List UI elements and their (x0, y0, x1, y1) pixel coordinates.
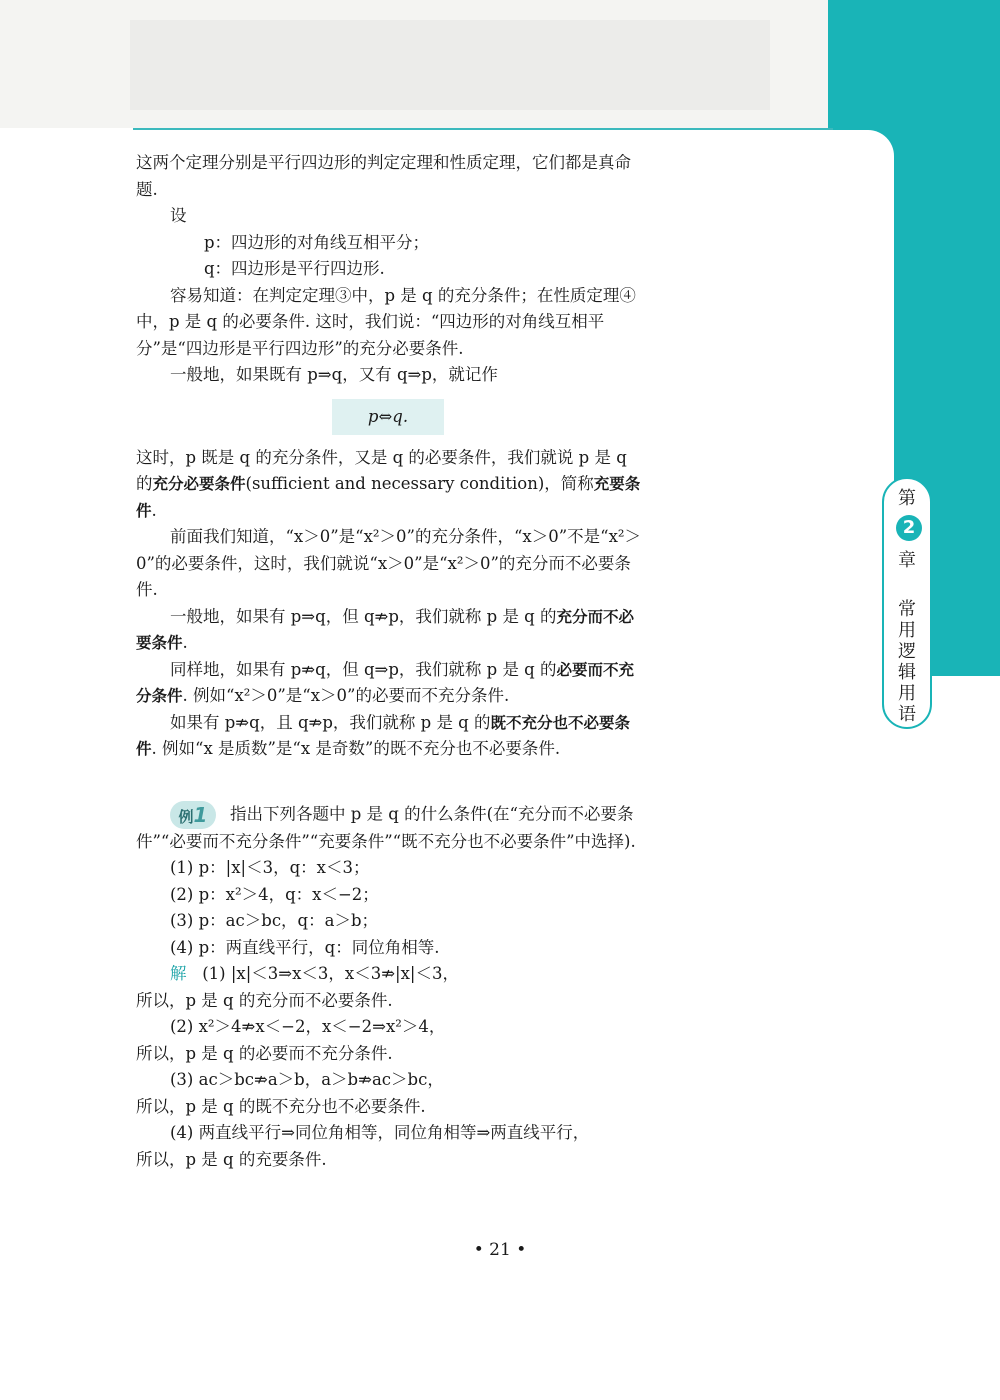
example-item: (4) p：两直线平行，q：同位角相等. (170, 937, 440, 957)
paragraph: 这两个定理分别是平行四边形的判定定理和性质定理，它们都是真命题. (136, 153, 631, 199)
paragraph (136, 657, 648, 710)
chapter-title-char: 辑 (898, 662, 916, 683)
example-item: (3) p：ac＞bc，q：a＞b； (170, 911, 379, 930)
chapter-title-char: 语 (898, 704, 916, 725)
text: . 例如“x²＞0”是“x＞0”的必要而不充分条件. (182, 686, 510, 705)
page-number: • 21 • (473, 1240, 527, 1260)
text: 如果有 p⇏q，且 q⇏p，我们就称 p 是 q 的 (170, 712, 491, 732)
chapter-title-char: 常 (898, 599, 916, 620)
key-term: 充要条件 (136, 475, 641, 520)
key-term: 既不充分也不必要条件 (136, 713, 631, 758)
header-band (0, 0, 830, 128)
text: . 例如“x 是质数”是“x 是奇数”的既不充分也不必要条件. (151, 739, 561, 758)
page-corner-curve (700, 130, 894, 890)
solution-line: 所以，p 是 q 的既不充分也不必要条件. (136, 1096, 426, 1116)
solution-label: 解 (170, 964, 187, 983)
paragraph (136, 604, 648, 657)
chapter-title-char: 逻 (898, 641, 916, 662)
chapter-prefix: 第 (898, 488, 916, 509)
paragraph: 一般地，如果既有 p⇒q，又有 q⇒p，就记作 (170, 365, 498, 384)
paragraph (136, 445, 648, 525)
solution-line: 所以，p 是 q 的充分而不必要条件. (136, 990, 393, 1010)
text: 这时，p 既是 q 的充分条件，又是 q 的必要条件，我们就说 p 是 q 的 (136, 447, 627, 493)
solution-line: 所以，p 是 q 的充要条件. (136, 1149, 327, 1169)
chapter-title-char: 用 (898, 683, 916, 704)
chapter-tab (882, 477, 932, 729)
chapter-title (884, 599, 930, 725)
example-prompt: 指出下列各题中 p 是 q 的什么条件(在“充分而不必要条件”“必要而不充分条件”“充要条件”“既不充分也不必要条件”中选择). (136, 804, 636, 851)
example-item: (1) p：|x|＜3，q：x＜3； (170, 858, 370, 877)
paragraph: 容易知道：在判定定理③中，p 是 q 的充分条件；在性质定理④中，p 是 q 的必要条件. 这时，我们说：“四边形的对角线互相平分”是“四边形是平行四边形”的充分必要条件. (136, 285, 636, 358)
paragraph (136, 710, 648, 763)
solution-line: (2) x²＞4⇏x＜−2，x＜−2⇒x²＞4， (170, 1017, 446, 1036)
chapter-suffix: 章 (898, 550, 916, 571)
text: (1) |x|＜3⇒x＜3，x＜3⇏|x|＜3， (202, 964, 459, 983)
solution-line (136, 961, 648, 988)
definition-q: q：四边形是平行四边形. (204, 259, 385, 278)
key-term: 充分必要条件 (152, 475, 246, 493)
example-badge (170, 801, 216, 829)
key-term: 充分而不必要条件 (136, 607, 635, 652)
text: (sufficient and necessary condition)，简称 (245, 474, 594, 493)
paragraph: 设 (170, 206, 187, 225)
main-content (136, 150, 648, 1173)
formula-box: p⇔q. (332, 399, 444, 435)
paragraph: 前面我们知道，“x＞0”是“x²＞0”的充分条件，“x＞0”不是“x²＞0”的必要条件，这时，我们就说“x＞0”是“x²＞0”的充分而不必要条件. (136, 527, 641, 599)
chapter-number-badge: 2 (896, 515, 922, 541)
example-label: 例 (178, 807, 194, 826)
header-rule (133, 128, 833, 130)
text: . (182, 633, 188, 652)
definition-p: p：四边形的对角线互相平分； (204, 232, 430, 252)
text: . (151, 500, 157, 520)
example-heading (136, 801, 648, 856)
chapter-title-char: 用 (898, 620, 916, 641)
text: 一般地，如果有 p⇒q，但 q⇏p，我们就称 p 是 q 的 (170, 606, 557, 626)
header-band-inner (130, 20, 770, 110)
example-item: (2) p：x²＞4，q：x＜−2； (170, 884, 379, 904)
key-term: 必要而不充分条件 (136, 660, 635, 705)
example-number: 1 (193, 802, 208, 827)
solution-line: (4) 两直线平行⇒同位角相等，同位角相等⇒两直线平行， (170, 1123, 590, 1142)
solution-line: (3) ac＞bc⇏a＞b，a＞b⇏ac＞bc， (170, 1070, 444, 1089)
solution-line: 所以，p 是 q 的必要而不充分条件. (136, 1043, 393, 1063)
text: 同样地，如果有 p⇏q，但 q⇒p，我们就称 p 是 q 的 (170, 659, 557, 679)
